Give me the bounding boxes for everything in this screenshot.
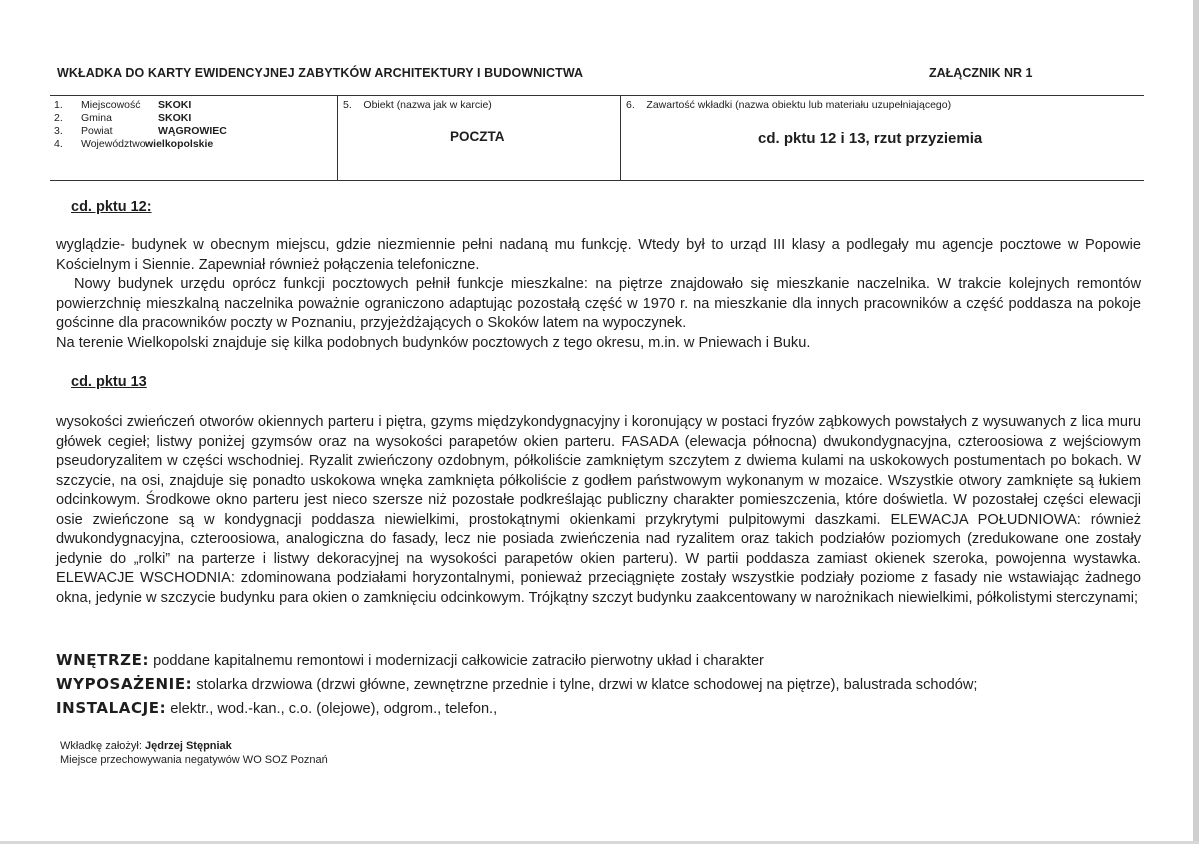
header-table (50, 95, 1144, 181)
equipment-field (56, 675, 1141, 693)
location-row: 4. Województwo wielkopolskie (54, 138, 214, 150)
paragraph: Na terenie Wielkopolski znajduje się kilka podobnych budynków pocztowych z tego okresu, m.in. w Pniewach i Buku. (56, 334, 811, 351)
author-label: Wkładkę założył: (60, 740, 142, 752)
author-name: Jędrzej Stępniak (144, 740, 232, 752)
author-line (60, 740, 232, 752)
object-name: POCZTA (450, 129, 505, 144)
equipment-label: WYPOSAŻENIE: (56, 675, 193, 693)
installations-label: INSTALACJE: (56, 699, 167, 717)
annex-number: ZAŁĄCZNIK NR 1 (929, 66, 1033, 80)
content-label: 6. Zawartość wkładki (nazwa obiektu lub materiału uzupełniającego) (626, 99, 952, 111)
document-title: WKŁADKA DO KARTY EWIDENCYJNEJ ZABYTKÓW ARCHITEKTURY I BUDOWNICTWA (57, 66, 584, 80)
column-divider (337, 96, 338, 180)
location-row: 2. Gmina SKOKI (54, 112, 192, 124)
interior-field (56, 651, 1141, 669)
location-row: 1. Miejscowość SKOKI (54, 99, 192, 111)
paragraph: Nowy budynek urzędu oprócz funkcji pocztowych pełnił funkcje mieszkalne: na piętrze znajdowało się mieszkanie naczelnika. W trakcie kolejnych remontów powierzchnię mieszkalną naczelnika poważnie ograniczono adaptując pozostałą część w 1970 r. na mieszkanie dla innych pracowników a część poddasza na pokoje gościnne dla pracowników poczty w Poznaniu, przyjeżdżających o Skoków latem na wypoczynek. (56, 276, 1141, 331)
equipment-value: stolarka drzwiowa (drzwi główne, zewnętrzne przednie i tylne, drzwi w klatce schodowej na piętrze), balustrada schodów; (192, 677, 978, 693)
paragraph: wyglądzie- budynek w obecnym miejscu, gdzie niezmiennie pełni nadaną mu funkcję. Wtedy był to urząd III klasy a podlegały mu agencje pocztowe w Popowie Kościelnym i Siennie. Zapewniał również połączenia telefoniczne. (56, 237, 1141, 273)
paragraph: wysokości zwieńczeń otworów okiennych parteru i piętra, gzyms międzykondygnacyjny i koronujący w postaci fryzów ząbkowych powstałych z wysuwanych z lica muru główek cegieł; listwy poniżej gzymsów oraz na wysokości parapetów okien parteru. FASADA (elewacja północna) dwukondygnacyjna, czteroosiowa z wejściowym pseudoryzalitem w części wschodniej. Ryzalit zwieńczony ozdobnym, półkoliście zamkniętym szczytem z dwiema kulami na uskokowych postumentach po bokach. W szczycie, na osi, znajduje się ponadto uskokowa wnęka zamknięta półkoliście z godłem państwowym wykonanym w mozaice. Wszystkie otwory zamknięte są łukiem odcinkowym. Środkowe okno parteru jest nieco szersze niż pozostałe podkreślając publiczny charakter pomieszczenia, które doświetla. W pozostałej części elewacji osie zwieńczone są w kondygnacji poddasza niewielkimi, prostokątnymi okienkami przykrytymi pulpitowymi daszkami. ELEWACJA POŁUDNIOWA: również dwukondygnacyjna, czteroosiowa, analogiczna do fasady, lecz nie posiada zwieńczenia nad ryzalitem oraz takich podziałów poziomych (zredukowane one zostały jedynie do „rolki” na parterze i listwy dekoracyjnej na wysokości parapetów okien parteru). W partii poddasza zamiast okienek szeroka, powojenna wystawka. ELEWACJE WSCHODNIA: zdominowana podziałami horyzontalnymi, ponieważ przeciągnięte zostały wszystkie podziały poziome z fasady nie wstawiając żadnego okna, jedynie w szczycie budynku para okien o zamknięciu odcinkowym. Trójkątny szczyt budynku zaakcentowany w narożnikach niewielkimi, półkolistymi sterczynami; (56, 414, 1141, 606)
object-label: 5. Obiekt (nazwa jak w karcie) (343, 99, 492, 111)
column-divider (620, 96, 621, 180)
installations-value: elektr., wod.-kan., c.o. (olejowe), odgrom., telefon., (166, 701, 498, 717)
scan-edge-right (1193, 0, 1199, 844)
section-12-text (56, 236, 1141, 353)
location-cell (54, 99, 227, 151)
installations-field (56, 699, 1141, 717)
section-13-heading: cd. pktu 13 (71, 374, 147, 390)
negatives-storage: Miejsce przechowywania negatywów WO SOZ Poznań (60, 754, 328, 766)
interior-label: WNĘTRZE: (56, 651, 150, 669)
section-13-text (56, 413, 1141, 608)
location-row: 3. Powiat WĄGROWIEC (54, 125, 227, 137)
section-12-heading: cd. pktu 12: (71, 199, 152, 215)
content-value: cd. pktu 12 i 13, rzut przyziemia (758, 130, 983, 147)
interior-value: poddane kapitalnemu remontowi i modernizacji całkowicie zatraciło pierwotny układ i charakter (149, 653, 764, 669)
